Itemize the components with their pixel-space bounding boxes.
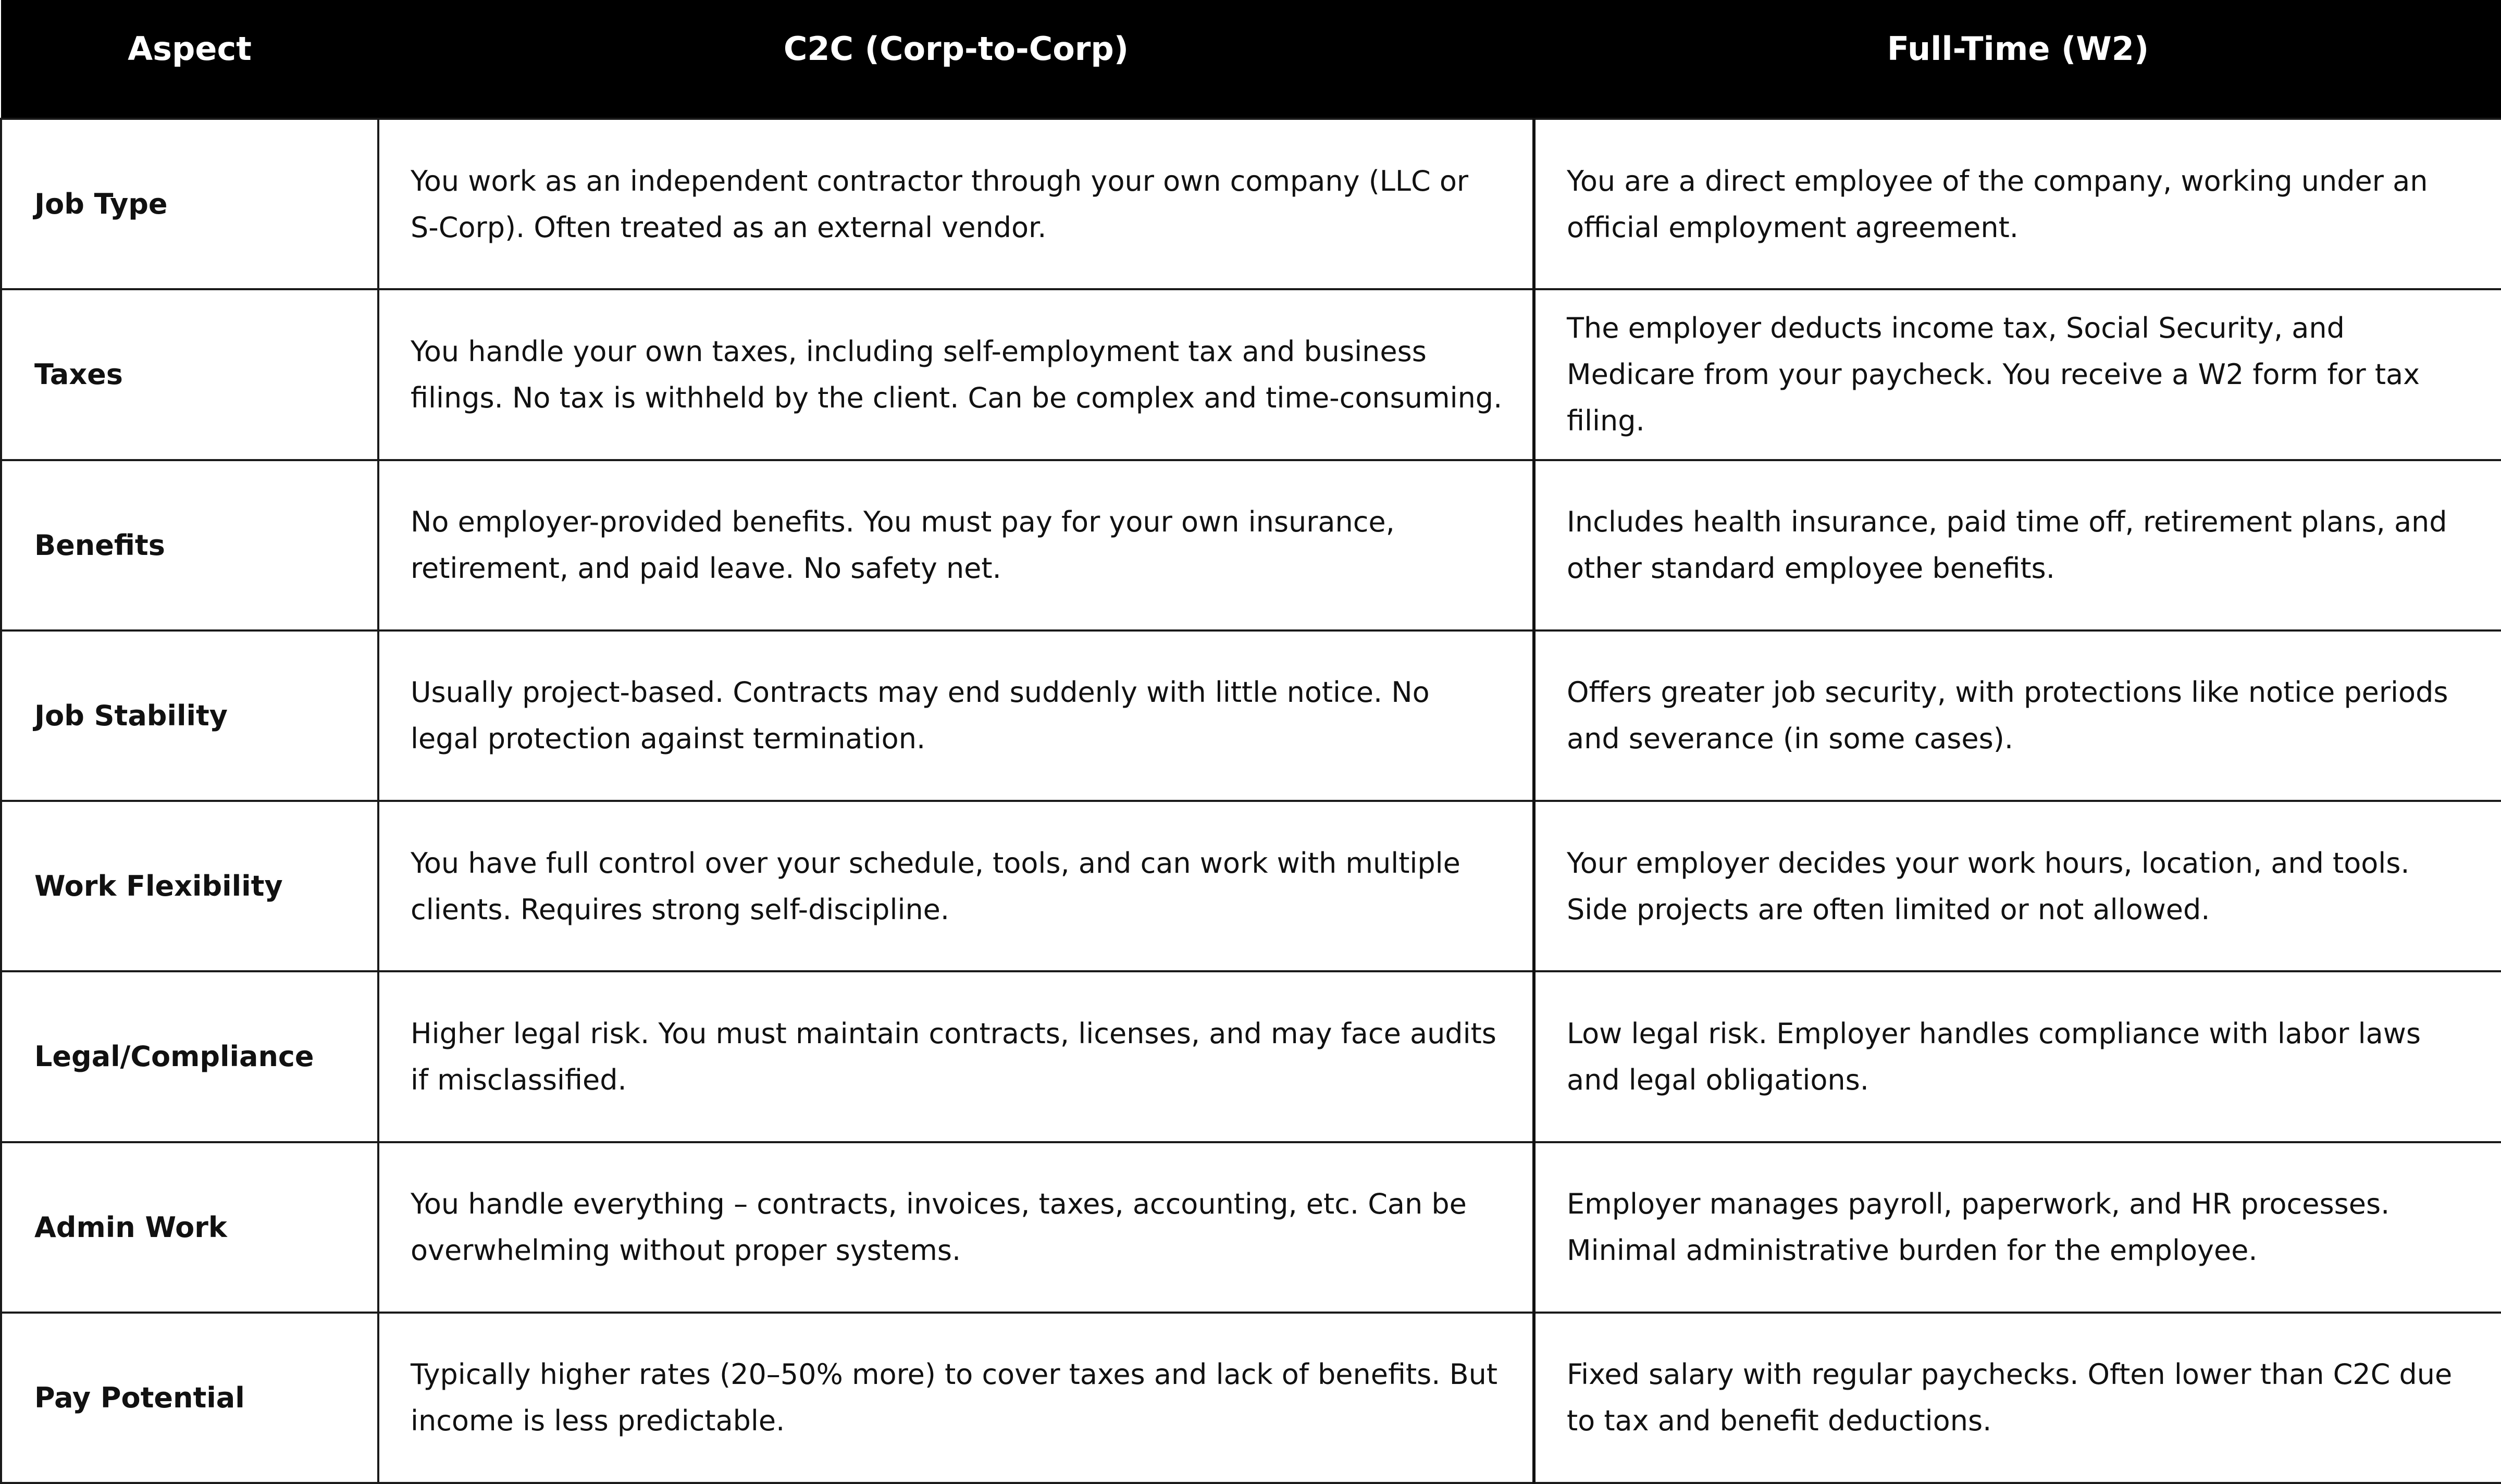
row-aspect-cell: Taxes	[1, 289, 378, 460]
header-c2c: C2C (Corp-to-Corp)	[378, 0, 1534, 119]
header-w2: Full-Time (W2)	[1534, 0, 2501, 119]
row-w2-cell: Fixed salary with regular paychecks. Often lower than C2C due to tax and benefit deductions.	[1534, 1313, 2501, 1483]
row-c2c-cell: You have full control over your schedule, tools, and can work with multiple clients. Requires strong self-discipline.	[378, 801, 1534, 971]
table-row	[1, 289, 2501, 460]
row-aspect-cell: Benefits	[1, 460, 378, 630]
row-c2c-cell: Usually project-based. Contracts may end suddenly with little notice. No legal protection against termination.	[378, 630, 1534, 801]
row-c2c-cell: You handle your own taxes, including self-employment tax and business filings. No tax is withheld by the client. Can be complex and time-consuming.	[378, 289, 1534, 460]
row-aspect-cell: Admin Work	[1, 1142, 378, 1313]
row-w2-cell: Your employer decides your work hours, location, and tools. Side projects are often limited or not allowed.	[1534, 801, 2501, 971]
table-row	[1, 1313, 2501, 1483]
row-aspect-cell: Legal/Compliance	[1, 971, 378, 1142]
row-w2-cell: The employer deducts income tax, Social Security, and Medicare from your paycheck. You receive a W2 form for tax filing.	[1534, 289, 2501, 460]
row-c2c-cell: Typically higher rates (20–50% more) to cover taxes and lack of benefits. But income is less predictable.	[378, 1313, 1534, 1483]
row-aspect-cell: Work Flexibility	[1, 801, 378, 971]
table-row	[1, 971, 2501, 1142]
row-c2c-cell: You handle everything – contracts, invoices, taxes, accounting, etc. Can be overwhelming without proper systems.	[378, 1142, 1534, 1313]
row-aspect-cell: Job Stability	[1, 630, 378, 801]
row-w2-cell: Employer manages payroll, paperwork, and HR processes. Minimal administrative burden for the employee.	[1534, 1142, 2501, 1313]
row-c2c-cell: No employer-provided benefits. You must pay for your own insurance, retirement, and paid leave. No safety net.	[378, 460, 1534, 630]
table-row	[1, 460, 2501, 630]
table-header	[1, 0, 2501, 119]
row-c2c-cell: You work as an independent contractor through your own company (LLC or S-Corp). Often treated as an external vendor.	[378, 119, 1534, 289]
row-aspect-cell: Pay Potential	[1, 1313, 378, 1483]
row-w2-cell: Includes health insurance, paid time off, retirement plans, and other standard employee benefits.	[1534, 460, 2501, 630]
table-row	[1, 801, 2501, 971]
row-w2-cell: Offers greater job security, with protections like notice periods and severance (in some cases).	[1534, 630, 2501, 801]
header-row	[1, 0, 2501, 119]
row-c2c-cell: Higher legal risk. You must maintain contracts, licenses, and may face audits if misclassified.	[378, 971, 1534, 1142]
header-aspect: Aspect	[1, 0, 378, 119]
row-w2-cell: Low legal risk. Employer handles compliance with labor laws and legal obligations.	[1534, 971, 2501, 1142]
row-aspect-cell: Job Type	[1, 119, 378, 289]
table-row	[1, 119, 2501, 289]
table-row	[1, 1142, 2501, 1313]
table-body	[1, 119, 2501, 1483]
table-row	[1, 630, 2501, 801]
row-w2-cell: You are a direct employee of the company, working under an official employment agreement.	[1534, 119, 2501, 289]
